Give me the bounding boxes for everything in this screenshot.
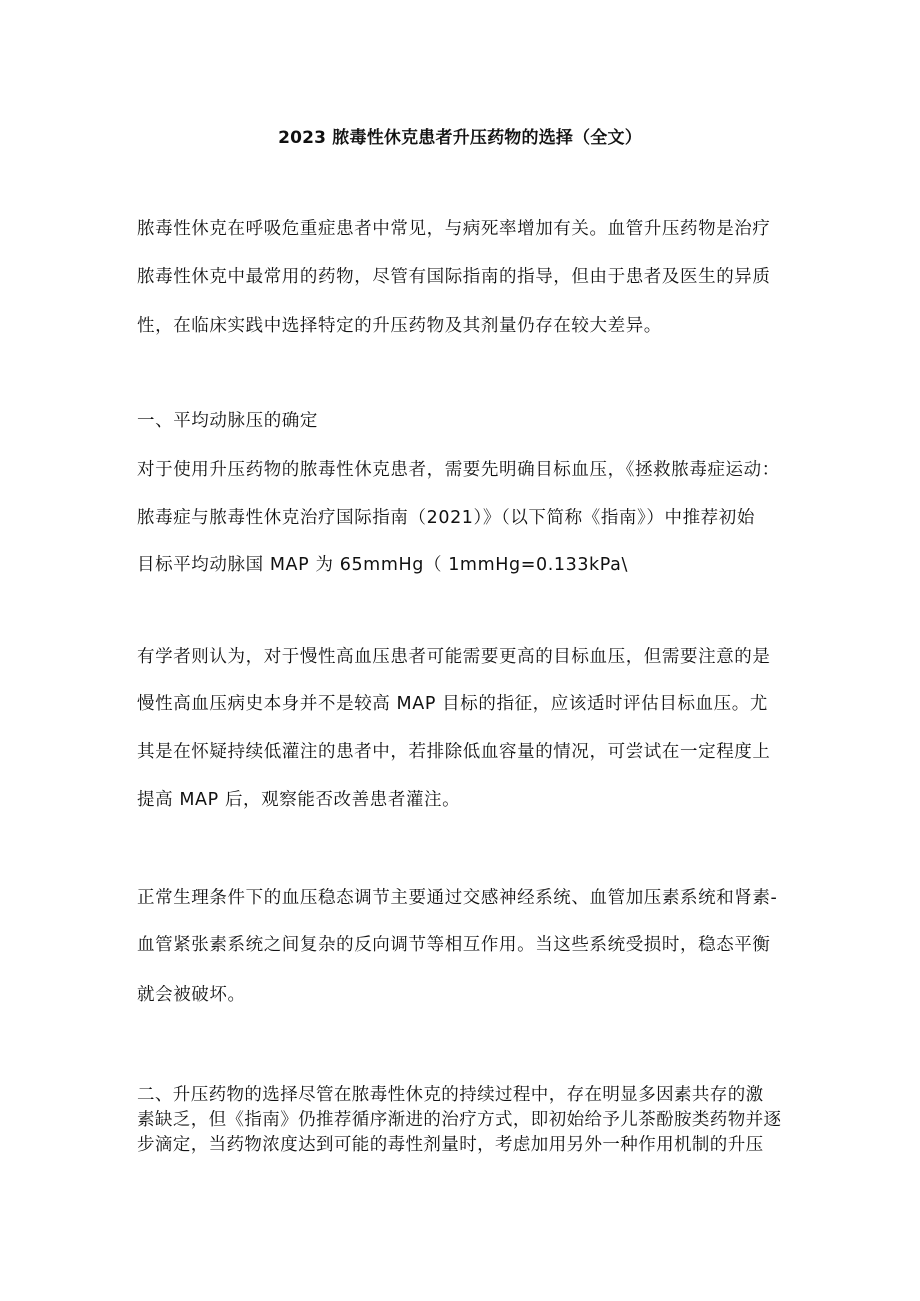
section1-p3-line-2: 血管紧张素系统之间复杂的反向调节等相互作用。当这些系统受损时，稳态平衡 xyxy=(137,935,771,955)
section1-p1-line-3: 目标平均动脉国 MAP 为 65mmHg（ 1mmHg=0.133kPa\ xyxy=(137,555,628,575)
section1-heading: 一、平均动脉压的确定 xyxy=(137,411,318,431)
section1-p3-line-3: 就会被破坏。 xyxy=(137,985,246,1005)
section1-p1-line-1: 对于使用升压药物的脓毒性休克患者，需要先明确目标血压，《拯救脓毒症运动： xyxy=(137,460,780,480)
intro-line-1: 脓毒性休克在呼吸危重症患者中常见，与病死率增加有关。血管升压药物是治疗 xyxy=(137,219,771,239)
section1-p2-line-4: 提高 MAP 后，观察能否改善患者灌注。 xyxy=(137,790,461,810)
section1-p2-line-1: 有学者则认为，对于慢性高血压患者可能需要更高的目标血压，但需要注意的是 xyxy=(137,647,771,667)
section1-p3-line-1: 正常生理条件下的血压稳态调节主要通过交感神经系统、血管加压素系统和肾素- xyxy=(137,888,778,908)
section2-line-1: 二、升压药物的选择尽管在脓毒性休克的持续过程中，存在明显多因素共存的激 xyxy=(137,1085,764,1105)
intro-line-3: 性，在临床实践中选择特定的升压药物及其剂量仍存在较大差异。 xyxy=(137,316,662,336)
section2-line-3: 步滴定，当药物浓度达到可能的毒性剂量时，考虑加用另外一种作用机制的升压 xyxy=(137,1135,764,1155)
document-title: 2023 脓毒性休克患者升压药物的选择（全文） xyxy=(278,128,642,148)
section1-p2-line-3: 其是在怀疑持续低灌注的患者中，若排除低血容量的情况，可尝试在一定程度上 xyxy=(137,742,771,762)
section1-p1-line-2: 脓毒症与脓毒性休克治疗国际指南（2021）》（以下简称《指南》）中推荐初始 xyxy=(137,508,755,528)
section2-line-2: 素缺乏，但《指南》仍推荐循序渐进的治疗方式，即初始给予儿茶酚胺类药物并逐 xyxy=(137,1110,782,1130)
intro-line-2: 脓毒性休克中最常用的药物，尽管有国际指南的指导，但由于患者及医生的异质 xyxy=(137,267,771,287)
section1-p2-line-2: 慢性高血压病史本身并不是较高 MAP 目标的指征，应该适时评估目标血压。尤 xyxy=(137,694,768,714)
